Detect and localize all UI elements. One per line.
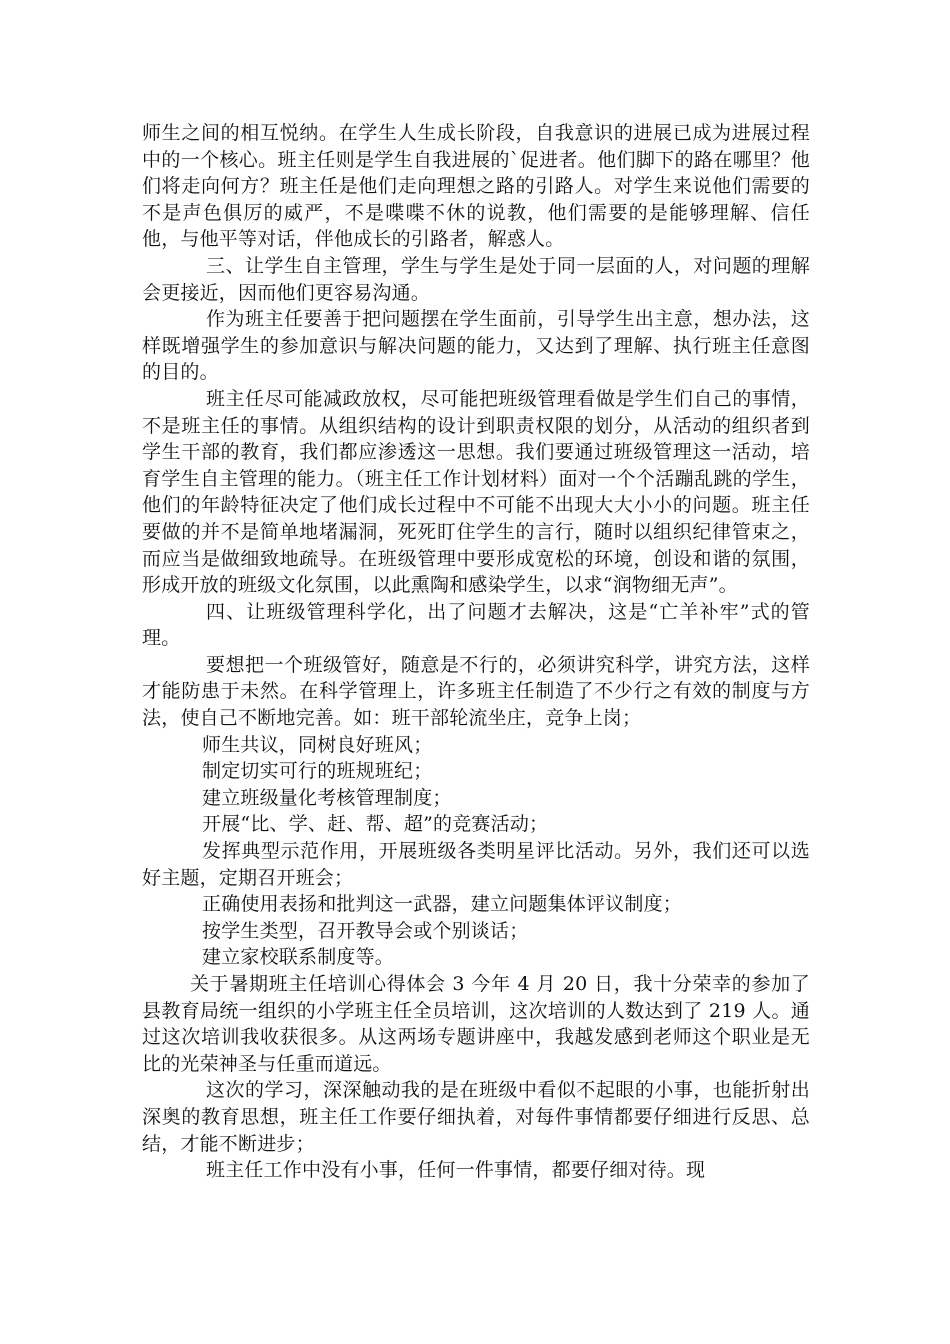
paragraph-1: 师生之间的相互悦纳。在学生人生成长阶段，自我意识的进展已成为进展过程中的一个核心。班主任则是学生自我进展的`促进者。他们脚下的路在哪里？他们将走向何方？班主任是他们走向理想之路的引路人。对学生来说他们需要的不是声色俱厉的威严，不是喋喋不休的说教，他们需要的是能够理解、信任他，与他平等对话，伴他成长的引路者，解惑人。 [142,122,810,251]
list-item-6: 正确使用表扬和批判这一武器，建立问题集体评议制度； [202,893,683,916]
list-item-2: 制定切实可行的班规班纪； [202,760,433,783]
paragraph-5: 四、让班级管理科学化，出了问题才去解决，这是“亡羊补牢”式的管理。 [142,600,810,650]
list-item-3: 建立班级量化考核管理制度； [202,786,452,809]
list-item-1: 师生共议，同树良好班风； [202,733,433,756]
list-item-4: 开展“比、学、赶、帮、超”的竞赛活动； [202,813,549,836]
list-item-5: 发挥典型示范作用，开展班级各类明星评比活动。另外，我们还可以选好主题，定期召开班会； [142,840,810,889]
section-heading-paragraph: 关于暑期班主任培训心得体会 3 今年 4 月 20 日，我十分荣幸的参加了县教育局统一组织的小学班主任全员培训，这次培训的人数达到了 219 人。通过这次培训我收获很多。从这两场专题讲座中，我越发感到老师这个职业是无比的光荣神圣与任重而道远。 [142,973,810,1075]
paragraph-6: 要想把一个班级管好，随意是不行的，必须讲究科学，讲究方法，这样才能防患于未然。在科学管理上，许多班主任制造了不少行之有效的制度与方法，使自己不断地完善。如：班干部轮流坐庄，竞争上岗； [142,653,810,730]
paragraph-8: 班主任工作中没有小事，任何一件事情，都要仔细对待。现 [206,1159,706,1182]
paragraph-7: 这次的学习，深深触动我的是在班级中看似不起眼的小事，也能折射出深奥的教育思想，班主任工作要仔细执着，对每件事情都要仔细进行反思、总结，才能不断进步； [142,1079,810,1155]
paragraph-2: 三、让学生自主管理，学生与学生是处于同一层面的人，对问题的理解会更接近，因而他们更容易沟通。 [142,254,810,304]
paragraph-3: 作为班主任要善于把问题摆在学生面前，引导学生出主意，想办法，这样既增强学生的参加意识与解决问题的能力，又达到了理解、执行班主任意图的目的。 [142,308,810,384]
document-page [142,120,810,1184]
list-item-8: 建立家校联系制度等。 [202,946,395,969]
list-item-7: 按学生类型，召开教导会或个别谈话； [202,919,529,942]
paragraph-4: 班主任尽可能减政放权，尽可能把班级管理看做是学生们自己的事情，不是班主任的事情。从组织结构的设计到职责权限的划分，从活动的组织者到学生干部的教育，我们都应渗透这一思想。我们要通过班级管理这一活动，培育学生自主管理的能力。（班主任工作计划材料）面对一个个活蹦乱跳的学生，他们的年龄特征决定了他们成长过程中不可能不出现大大小小的问题。班主任要做的并不是简单地堵漏洞，死死盯住学生的言行，随时以组织纪律管束之，而应当是做细致地疏导。在班级管理中要形成宽松的环境，创设和谐的氛围，形成开放的班级文化氛围，以此熏陶和感染学生，以求“润物细无声”。 [142,387,810,597]
